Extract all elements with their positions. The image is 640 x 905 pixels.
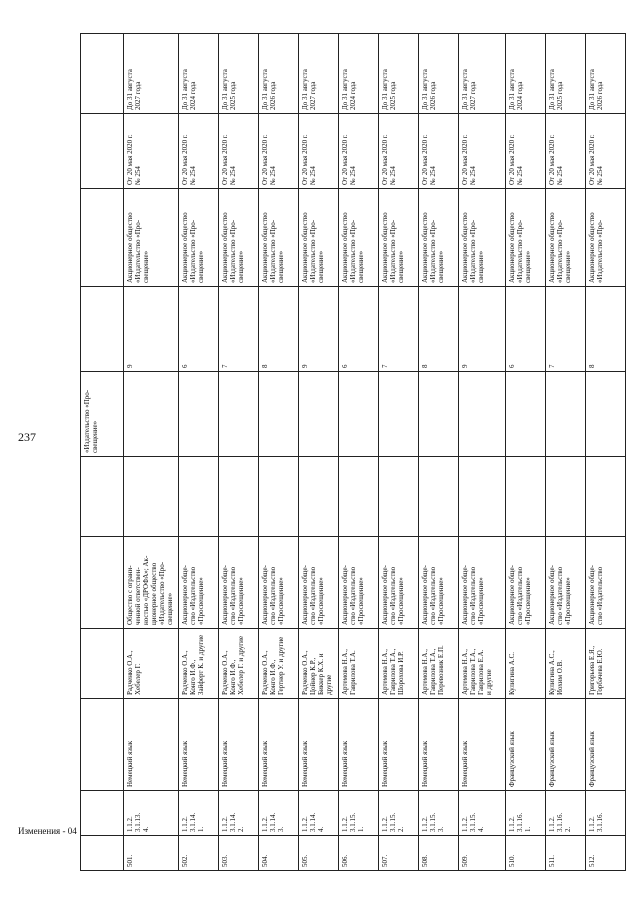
row-subject: Французский язык [506,699,546,791]
row-empty-a [379,457,419,537]
row-subject: Немецкий язык [419,699,459,791]
row-empty-b [379,372,419,457]
row-code: 1.1.2. 3.1.14. 1. [179,791,219,836]
row-empty-a [419,457,459,537]
row-authors: Радченко О.А., Цойнер К.Р., Биккер К.Х. и другие [299,629,339,699]
row-publisher: Акционерное обще- ство «Издательство «Просвещение» [546,537,586,629]
row-valid-until: До 31 августа 2025 года [219,34,259,114]
row-subject: Немецкий язык [259,699,299,791]
row-empty-a [179,457,219,537]
row-organization: Акционерное общество «Издательство «Про- свещение» [419,189,459,287]
row-publisher: Акционерное обще- ство «Издательство «Просвещение» [259,537,299,629]
cell [81,457,124,537]
table-row [339,34,379,871]
row-code: 1.1.2. 3.1.13. 4. [124,791,179,836]
row-grade: 8 [419,287,459,372]
row-subject: Французский язык [586,699,626,791]
row-number: 512. [586,836,626,871]
table-row [219,34,259,871]
row-order: От 20 мая 2020 г. № 254 [419,114,459,189]
row-subject: Немецкий язык [299,699,339,791]
row-order: От 20 мая 2020 г. № 254 [546,114,586,189]
row-code: 1.1.2. 3.1.15. 2. [379,791,419,836]
row-number: 506. [339,836,379,871]
row-authors: Артемова Н.А., Гаврилова Т.А., Гаврилова Е.А. и другие [459,629,506,699]
row-valid-until: До 31 августа 2024 года [506,34,546,114]
row-number: 505. [299,836,339,871]
row-number: 509. [459,836,506,871]
row-grade: 6 [506,287,546,372]
cell [81,114,124,189]
row-valid-until: До 31 августа 2026 года [419,34,459,114]
row-subject: Немецкий язык [379,699,419,791]
row-empty-a [339,457,379,537]
row-code: 1.1.2. 3.1.16. 2. [546,791,586,836]
row-authors: Артемова Н.А., Гаврилова Т.А., Перевозник Е.П. [419,629,459,699]
row-number: 508. [419,836,459,871]
row-empty-b [339,372,379,457]
continuation-publisher: «Издательство «Про- свещение» [81,372,124,457]
row-order: От 20 мая 2020 г. № 254 [586,114,626,189]
row-publisher: Акционерное обще- ство «Издательство «Просвещение» [339,537,379,629]
row-empty-b [219,372,259,457]
row-organization: Акционерное общество «Издательство «Про- свещение» [179,189,219,287]
row-valid-until: До 31 августа 2027 года [459,34,506,114]
row-organization: Акционерное общество «Издательство «Про- свещение» [459,189,506,287]
row-valid-until: До 31 августа 2027 года [299,34,339,114]
row-grade: 6 [339,287,379,372]
row-empty-a [506,457,546,537]
row-grade: 6 [179,287,219,372]
table-body [81,34,626,871]
row-number: 511. [546,836,586,871]
row-empty-b [419,372,459,457]
row-grade: 7 [379,287,419,372]
row-code: 1.1.2. 3.1.15. 3. [419,791,459,836]
table-row [419,34,459,871]
row-code: 1.1.2. 3.1.15. 4. [459,791,506,836]
row-authors: Радченко О.А., Конго И.Ф., Хебелер Г. и другие [219,629,259,699]
row-publisher: Акционерное обще- ство «Издательство «Просвещение» [419,537,459,629]
row-code: 1.1.2. 3.1.16. [586,791,626,836]
row-organization: Акционерное общество «Издательство «Про- [586,189,626,287]
row-order: От 20 мая 2020 г. № 254 [124,114,179,189]
row-number: 501. [124,836,179,871]
cell [81,34,124,114]
row-publisher: Акционерное обще- ство «Издательство «Просвещение» [506,537,546,629]
cell [81,836,124,871]
row-code: 1.1.2. 3.1.14. 2. [219,791,259,836]
cell [81,791,124,836]
row-number: 502. [179,836,219,871]
table-row [546,34,586,871]
row-number: 510. [506,836,546,871]
row-authors: Григорьева Е.Я., Горбачева Е.Ю. [586,629,626,699]
row-empty-a [124,457,179,537]
row-grade: 7 [219,287,259,372]
row-grade: 7 [546,287,586,372]
table-row [459,34,506,871]
row-order: От 20 мая 2020 г. № 254 [179,114,219,189]
row-number: 503. [219,836,259,871]
row-order: От 20 мая 2020 г. № 254 [459,114,506,189]
row-authors: Радченко О.А., Конго И.Ф., Зайферт К. и другие [179,629,219,699]
row-order: От 20 мая 2020 г. № 254 [506,114,546,189]
row-number: 504. [259,836,299,871]
row-valid-until: До 31 августа 2026 года [586,34,626,114]
row-order: От 20 мая 2020 г. № 254 [379,114,419,189]
row-grade: 9 [459,287,506,372]
row-order: От 20 мая 2020 г. № 254 [339,114,379,189]
row-authors: Кулигина А.С., Иохим О.В. [546,629,586,699]
row-order: От 20 мая 2020 г. № 254 [219,114,259,189]
row-subject: Немецкий язык [179,699,219,791]
table-row [586,34,626,871]
cell [81,189,124,287]
table-row [299,34,339,871]
row-empty-a [546,457,586,537]
table-row [179,34,219,871]
row-valid-until: До 31 августа 2026 года [259,34,299,114]
table-row [506,34,546,871]
row-valid-until: До 31 августа 2025 года [546,34,586,114]
row-organization: Акционерное общество «Издательство «Про- свещение» [299,189,339,287]
row-order: От 20 мая 2020 г. № 254 [299,114,339,189]
row-authors: Радченко О.А., Конго И.Ф., Гертнер У. и другие [259,629,299,699]
row-valid-until: До 31 августа 2024 года [339,34,379,114]
row-authors: Артемова Н.А., Гаврилова Т.А., Шорохова И.Р. [379,629,419,699]
footer-changes: Изменения - 04 [18,826,77,836]
row-code: 1.1.2. 3.1.16. 1. [506,791,546,836]
row-publisher: Акционерное обще- ство «Издательство «Просвещение» [219,537,259,629]
cell [81,629,124,699]
row-empty-b [506,372,546,457]
row-empty-b [179,372,219,457]
row-organization: Акционерное общество «Издательство «Про- свещение» [339,189,379,287]
row-empty-b [459,372,506,457]
row-publisher: Акционерное обще- ство «Издательство [586,537,626,629]
row-publisher: Акционерное обще- ство «Издательство «Просвещение» [459,537,506,629]
row-empty-b [586,372,626,457]
cell [81,537,124,629]
row-publisher: Акционерное обще- ство «Издательство «Просвещение» [299,537,339,629]
row-empty-a [299,457,339,537]
row-order: От 20 мая 2020 г. № 254 [259,114,299,189]
row-organization: Акционерное общество «Издательство «Про- свещение» [259,189,299,287]
row-empty-b [124,372,179,457]
row-grade: 8 [586,287,626,372]
row-valid-until: До 31 августа 2025 года [379,34,419,114]
table-row [379,34,419,871]
row-code: 1.1.2. 3.1.14. 4. [299,791,339,836]
cell [81,287,124,372]
page-number: 237 [18,430,36,444]
row-organization: Акционерное общество «Издательство «Про- свещение» [219,189,259,287]
row-publisher: Общество с ограни- ченной ответствен- ностью «ДРОФА»; Ак- ционерное общество «Издательство «Про- свещение» [124,537,179,629]
row-organization: Акционерное общество «Издательство «Про- свещение» [546,189,586,287]
row-subject: Немецкий язык [339,699,379,791]
row-code: 1.1.2. 3.1.15. 1. [339,791,379,836]
row-grade: 9 [299,287,339,372]
row-publisher: Акционерное обще- ство «Издательство «Просвещение» [379,537,419,629]
row-empty-a [586,457,626,537]
row-empty-b [259,372,299,457]
row-empty-b [546,372,586,457]
row-organization: Акционерное общество «Издательство «Про- свещение» [379,189,419,287]
rotated-page-body [80,34,614,871]
row-grade: 9 [124,287,179,372]
row-publisher: Акционерное обще- ство «Издательство «Просвещение» [179,537,219,629]
row-authors: Кулигина А.С. [506,629,546,699]
row-subject: Немецкий язык [459,699,506,791]
row-subject: Немецкий язык [124,699,179,791]
row-empty-a [219,457,259,537]
row-organization: Акционерное общество «Издательство «Про- свещение» [506,189,546,287]
row-organization: Акционерное общество «Издательство «Про- свещение» [124,189,179,287]
textbook-list-table [80,33,626,871]
row-grade: 8 [259,287,299,372]
table-row [259,34,299,871]
row-code: 1.1.2. 3.1.14. 3. [259,791,299,836]
row-valid-until: До 31 августа 2027 года [124,34,179,114]
row-subject: Немецкий язык [219,699,259,791]
table-row [124,34,179,871]
row-subject: Французский язык [546,699,586,791]
row-authors: Артемова Н.А., Гаврилова Т.А. [339,629,379,699]
row-number: 507. [379,836,419,871]
continuation-row [81,34,124,871]
row-empty-b [299,372,339,457]
row-authors: Радченко О.А., Хебелер Г. [124,629,179,699]
cell [81,699,124,791]
row-valid-until: До 31 августа 2024 года [179,34,219,114]
row-empty-a [459,457,506,537]
row-empty-a [259,457,299,537]
